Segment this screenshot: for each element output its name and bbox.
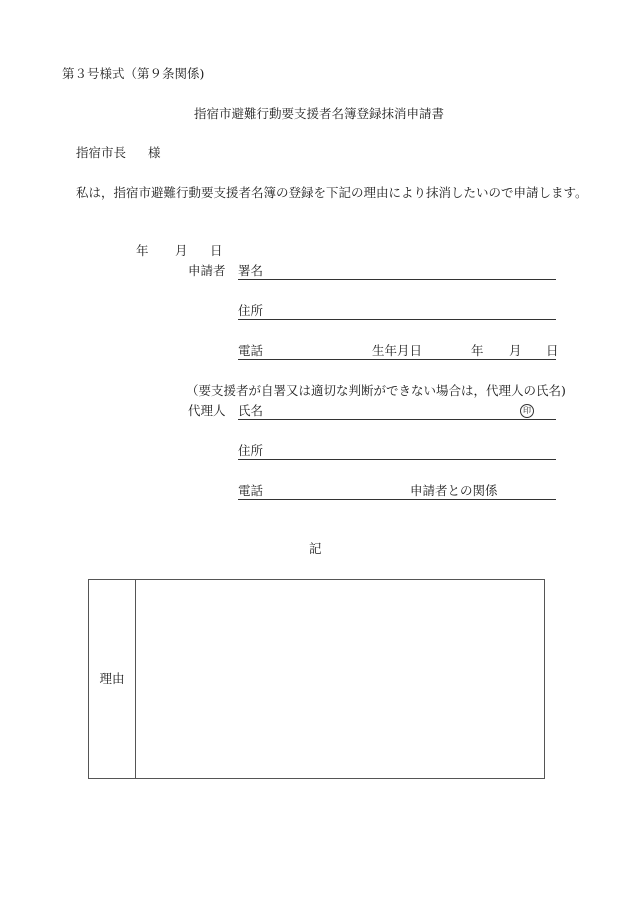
agent-name-field[interactable]	[238, 419, 556, 420]
agent-label: 代理人	[188, 403, 226, 418]
applicant-birth-day-label: 日	[546, 343, 559, 358]
form-number: 第３号様式（第９条関係)	[62, 66, 205, 81]
agent-name-label: 氏名	[238, 403, 264, 418]
applicant-phone-field[interactable]	[238, 359, 556, 360]
agent-phone-field[interactable]	[238, 499, 556, 500]
applicant-birth-month-label: 月	[509, 343, 522, 358]
applicant-label: 申請者	[188, 263, 226, 278]
addressee: 指宿市長	[76, 145, 127, 160]
seal-mark: 印	[520, 404, 534, 418]
applicant-phone-label: 電話	[238, 343, 264, 358]
date-day-label: 日	[210, 243, 223, 258]
applicant-birth-year-label: 年	[471, 343, 484, 358]
agent-address-label: 住所	[238, 443, 264, 458]
date-month-label: 月	[175, 243, 188, 258]
reason-label: 理由	[99, 671, 125, 686]
applicant-address-field[interactable]	[238, 319, 556, 320]
applicant-address-label: 住所	[238, 303, 264, 318]
reason-table	[88, 579, 545, 779]
agent-address-field[interactable]	[238, 459, 556, 460]
agent-note: （要支援者が自署又は適切な判断ができない場合は，代理人の氏名)	[186, 383, 566, 398]
agent-phone-label: 電話	[238, 483, 264, 498]
page-title: 指宿市避難行動要支援者名簿登録抹消申請書	[194, 106, 445, 121]
record-heading: 記	[309, 541, 322, 556]
applicant-signature-field[interactable]	[238, 279, 556, 280]
date-year-label: 年	[136, 243, 149, 258]
agent-relation-label: 申請者との関係	[410, 483, 498, 498]
applicant-signature-label: 署名	[238, 263, 264, 278]
reason-input-area[interactable]	[136, 580, 544, 778]
application-statement: 私は，指宿市避難行動要支援者名簿の登録を下記の理由により抹消したいので申請します。	[76, 185, 588, 200]
addressee-honorific: 様	[148, 145, 161, 160]
applicant-birthdate-label: 生年月日	[372, 343, 423, 358]
